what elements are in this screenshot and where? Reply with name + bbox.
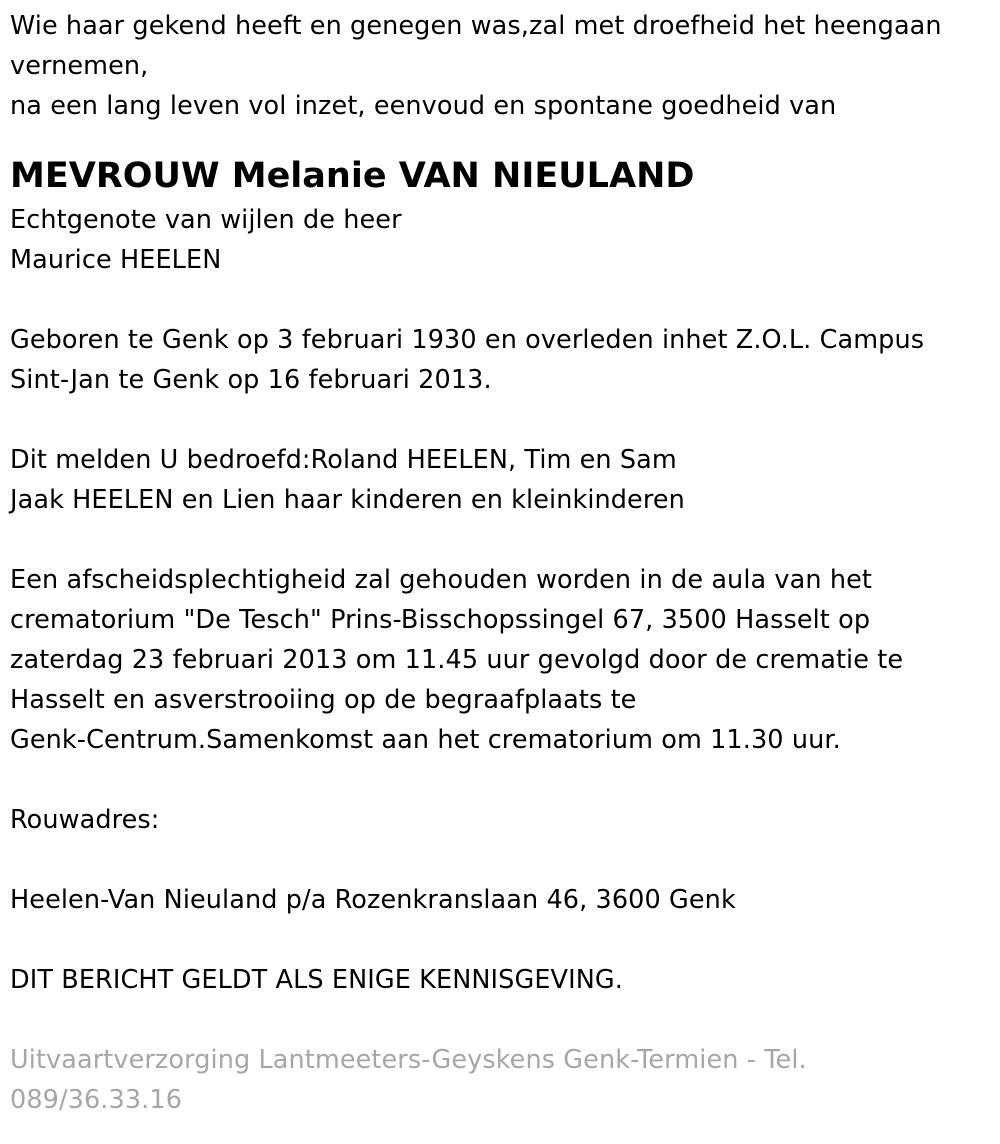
family-line-1: Dit melden U bedroefd:Roland HEELEN, Tim en Sam — [10, 445, 677, 475]
spacer — [10, 760, 990, 800]
deceased-name: MEVROUW Melanie VAN NIEULAND — [10, 156, 695, 196]
spacer — [10, 840, 990, 880]
birth-death-line-1: Geboren te Genk op 3 februari 1930 en overleden inhet Z.O.L. Campus — [10, 325, 925, 355]
spacer — [10, 520, 990, 560]
mourning-address: Heelen-Van Nieuland p/a Rozenkranslaan 46, 3600 Genk — [10, 885, 736, 915]
intro-section — [10, 6, 990, 126]
ceremony-line-5: Genk-Centrum.Samenkomst aan het crematorium om 11.30 uur. — [10, 725, 841, 755]
spacer — [10, 920, 990, 960]
family-section — [10, 440, 990, 520]
intro-line-1: Wie haar gekend heeft en genegen was,zal met droefheid het heengaan — [10, 11, 942, 41]
footer-line-2: 089/36.33.16 — [10, 1085, 183, 1115]
spouse-line-1: Echtgenote van wijlen de heer — [10, 205, 402, 235]
spacer — [10, 400, 990, 440]
ceremony-line-4: Hasselt en asverstrooiing op de begraafplaats te — [10, 685, 637, 715]
footer-line-1: Uitvaartverzorging Lantmeeters-Geyskens Genk-Termien - Tel. — [10, 1045, 807, 1075]
intro-line-3: na een lang leven vol inzet, eenvoud en spontane goedheid van — [10, 91, 837, 121]
ceremony-section — [10, 560, 990, 760]
birth-death-section — [10, 320, 990, 400]
spacer — [10, 1000, 990, 1040]
spouse-line-2: Maurice HEELEN — [10, 245, 222, 275]
spouse-section — [10, 200, 990, 280]
intro-line-2: vernemen, — [10, 51, 149, 81]
birth-death-line-2: Sint-Jan te Genk op 16 februari 2013. — [10, 365, 492, 395]
mourning-address-label: Rouwadres: — [10, 805, 160, 835]
spacer — [10, 280, 990, 320]
ceremony-line-3: zaterdag 23 februari 2013 om 11.45 uur gevolgd door de crematie te — [10, 645, 904, 675]
ceremony-line-1: Een afscheidsplechtigheid zal gehouden worden in de aula van het — [10, 565, 872, 595]
funeral-home-footer — [10, 1040, 990, 1120]
family-line-2: Jaak HEELEN en Lien haar kinderen en kleinkinderen — [10, 485, 685, 515]
ceremony-line-2: crematorium "De Tesch" Prins-Bisschopssingel 67, 3500 Hasselt op — [10, 605, 871, 635]
notice-text: DIT BERICHT GELDT ALS ENIGE KENNISGEVING. — [10, 965, 623, 995]
